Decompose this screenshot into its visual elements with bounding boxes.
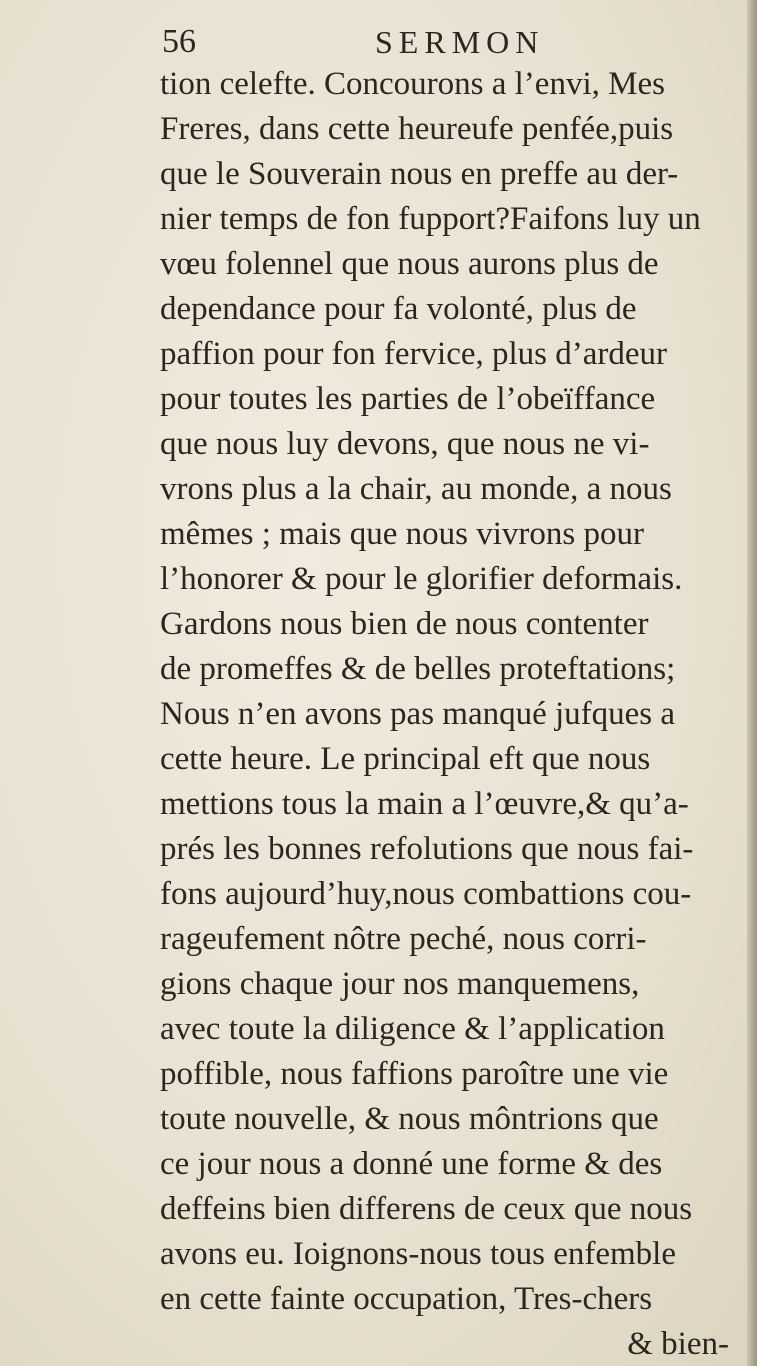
text-line: Nous n’en avons pas manqué jufques a	[160, 696, 676, 732]
text-line: gions chaque jour nos manquemens,	[160, 966, 640, 1002]
text-line: en cette fainte occupation, Tres-chers	[160, 1281, 653, 1317]
text-line: dependance pour fa volonté, plus de	[160, 291, 637, 327]
catchword: & bien-	[627, 1326, 729, 1362]
text-line: paffion pour fon fervice, plus d’ardeur	[160, 336, 668, 372]
text-line: ce jour nous a donné une forme & des	[160, 1146, 663, 1182]
body-text	[160, 62, 735, 1366]
text-line: rageufement nôtre peché, nous corri-	[160, 921, 647, 957]
text-line: vrons plus a la chair, au monde, a nous	[160, 471, 672, 507]
text-line: prés les bonnes refolutions que nous fai-	[160, 831, 694, 867]
text-line: toute nouvelle, & nous môntrions que	[160, 1101, 659, 1137]
text-line: mettions tous la main a l’œuvre,& qu’a-	[160, 786, 689, 822]
text-line: nier temps de fon fupport?Faifons luy un	[160, 201, 701, 237]
text-line: tion celefte. Concourons a l’envi, Mes	[160, 66, 665, 102]
running-head: SERMON	[375, 24, 545, 60]
text-line: Gardons nous bien de nous contenter	[160, 606, 649, 642]
text-line: cette heure. Le principal eft que nous	[160, 741, 651, 777]
text-line: de promeffes & de belles proteftations;	[160, 651, 676, 687]
text-line: avons eu. Ioignons-nous tous enfemble	[160, 1236, 676, 1272]
text-line: vœu folennel que nous aurons plus de	[160, 246, 659, 282]
text-line: que nous luy devons, que nous ne vi-	[160, 426, 650, 462]
text-line: avec toute la diligence & l’application	[160, 1011, 665, 1047]
text-line: pour toutes les parties de l’obeïffance	[160, 381, 656, 417]
text-line: que le Souverain nous en preffe au der-	[160, 156, 679, 192]
text-line: deffeins bien differens de ceux que nous	[160, 1191, 693, 1227]
text-line: fons aujourd’huy,nous combattions cou-	[160, 876, 692, 912]
text-line: poffible, nous faffions paroître une vie	[160, 1056, 669, 1092]
page-edge	[747, 0, 757, 1366]
text-line: l’honorer & pour le glorifier deformais.	[160, 561, 683, 597]
text-line: mêmes ; mais que nous vivrons pour	[160, 516, 644, 552]
page-header	[160, 22, 740, 62]
text-line: Freres, dans cette heureufe penfée,puis	[160, 111, 674, 147]
page-number: 56	[162, 23, 196, 60]
